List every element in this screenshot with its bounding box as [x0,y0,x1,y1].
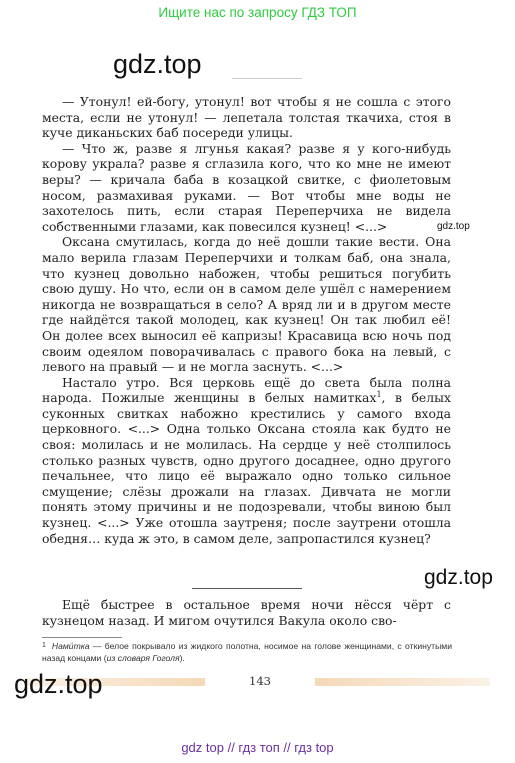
footnote-ref: 1 [376,390,382,400]
watermark: gdz.top [113,49,202,79]
paragraph: Оксана смутилась, когда до неё дошли такие вести. Она мало верила глазам Переперчихи и толкам баб, она знала, что кузнец довольно набожен, чтобы решиться погубить свою душу. Но что, если он в самом деле ушёл с намерением никогда не возвращаться в село? А вряд ли и в другом месте где найдётся такой молодец, как кузнец! Он так любил её! Он долее всех выносил её капризы! Красавица всю ночь под своим одеялом поворачивалась с правого бока на левый, с левого на правый — и не могла заснуть. <...> [42,234,451,375]
paragraph-text: , в белых суконных свитках набожно крестились у самого входа церковного. <...> Одна только Оксана стояла как будто не своя: молилась и не молилась. На сердце у неё столпилось столько разных чувств, одно другого досаднее, одно другого печальнее, что лицо её выражало одно только сильное смущение; слёзы дрожали на глазах. Дивчата не могли понять этому причины и не подозревали, чтобы виною был кузнец. <...> Уже отошла заутреня; после заутрени отошла обедня… куда ж это, в самом деле, запропастился кузнец? [42,390,451,546]
footnote-source: из словаря Гоголя [106,653,180,663]
section-divider [192,588,302,589]
top-divider [232,78,302,79]
watermark: gdz.top [14,669,103,699]
continuation-text [42,597,451,628]
watermark: gdz.top [424,566,493,589]
footnote-divider [42,637,122,638]
bottom-banner: gdz top // гдз топ // гдз top [181,740,334,755]
paragraph: Ещё быстрее в остальное время ночи нёсся чёрт с кузнецом назад. И мигом очутился Вакула около сво- [42,597,451,628]
paragraph-text: Настало утро. Вся церковь ещё до света была полна народа. Пожилые женщины в белых намитках [42,374,451,406]
watermark: gdz.top [437,221,470,232]
page-number: 143 [249,674,271,688]
footer-bar-right [315,678,490,686]
footnote-term: Нами́тка [51,641,90,651]
paragraph [42,375,451,547]
footnote-text: — белое покрывало из жидкого полотна, носимое на голове женщинами, с откинутыми назад концами ( [42,641,452,663]
footnote-end: ). [179,653,185,663]
footnote-mark: 1 [42,642,46,649]
paragraph: — Что ж, разве я лгунья какая? разве я у кого-нибудь корову украла? разве я сглазила кого, что ко мне не имеют веры? — кричала баба в козацкой свитке, с фиолетовым носом, размахивая руками. — Вот чтобы мне воды не захотелось пить, если старая Переперчиха не видела собственными глазами, как повесился кузнец! <...> [42,140,451,234]
main-text [42,94,451,546]
footnote [42,640,452,664]
top-banner: Ищите нас по запросу ГДЗ ТОП [158,5,357,20]
paragraph: — Утонул! ей-богу, утонул! вот чтобы я не сошла с этого места, если не утонул! — лепетала толстая ткачиха, стоя в куче диканьских баб посереди улицы. [42,94,451,141]
